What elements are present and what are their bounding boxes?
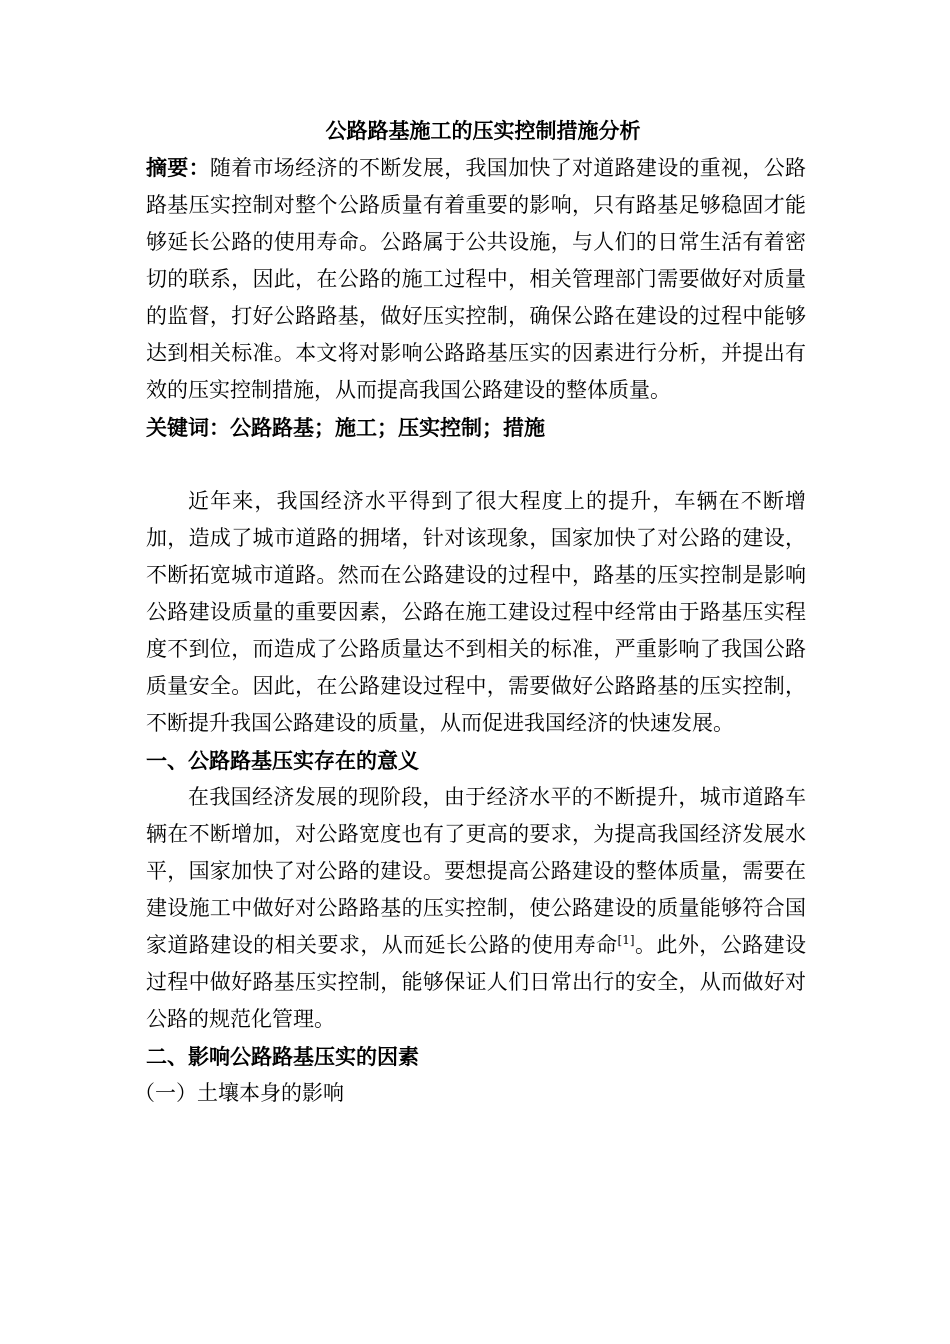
document-page bbox=[134, 112, 807, 1112]
keywords bbox=[146, 409, 806, 446]
section-1-text-a: 在我国经济发展的现阶段，由于经济水平的不断提升，城市道路车辆在不断增加，对公路宽度也有了更高的要求，为提高我国经济发展水平，国家加快了对公路的建设。要想提高公路建设的整体质量，需要在建设施工中做好对公路路基的压实控制，使公路建设的质量能够符合国家道路建设的相关要求，从而延长公路的使用寿命 bbox=[146, 785, 806, 957]
section-2-subheading: （一）土壤本身的影响 bbox=[134, 1081, 344, 1105]
section-1-paragraph bbox=[146, 779, 806, 1038]
section-1-text-b: 。此外，公路建设过程中做好路基压实控制，能够保证人们日常出行的安全，从而做好对公路的规范化管理。 bbox=[146, 933, 806, 1031]
abstract bbox=[146, 149, 806, 409]
intro-paragraph: 近年来，我国经济水平得到了很大程度上的提升，车辆在不断增加，造成了城市道路的拥堵，针对该现象，国家加快了对公路的建设，不断拓宽城市道路。然而在公路建设的过程中，路基的压实控制是影响公路建设质量的重要因素，公路在施工建设过程中经常由于路基压实程度不到位，而造成了公路质量达不到相关的标准，严重影响了我国公路质量安全。因此，在公路建设过程中，需要做好公路路基的压实控制，不断提升我国公路建设的质量，从而促进我国经济的快速发展。 bbox=[146, 489, 806, 735]
keywords-label: 关键词： bbox=[146, 415, 230, 440]
citation: [1] bbox=[617, 933, 635, 947]
abstract-text: 随着市场经济的不断发展，我国加快了对道路建设的重视，公路路基压实控制对整个公路质量有着重要的影响，只有路基足够稳固才能够延长公路的使用寿命。公路属于公共设施，与人们的日常生活有着密切的联系，因此，在公路的施工过程中，相关管理部门需要做好对质量的监督，打好公路路基，做好压实控制，确保公路在建设的过程中能够达到相关标准。本文将对影响公路路基压实的因素进行分析，并提出有效的压实控制措施，从而提高我国公路建设的整体质量。 bbox=[146, 156, 807, 402]
section-2-heading: 二、影响公路路基压实的因素 bbox=[146, 1044, 419, 1069]
spacer bbox=[146, 446, 806, 483]
paper-title: 公路路基施工的压实控制措施分析 bbox=[325, 118, 641, 143]
keywords-text: 公路路基；施工；压实控制；措施 bbox=[230, 415, 545, 440]
abstract-label: 摘要： bbox=[146, 155, 210, 180]
section-1-heading: 一、公路路基压实存在的意义 bbox=[146, 748, 419, 773]
